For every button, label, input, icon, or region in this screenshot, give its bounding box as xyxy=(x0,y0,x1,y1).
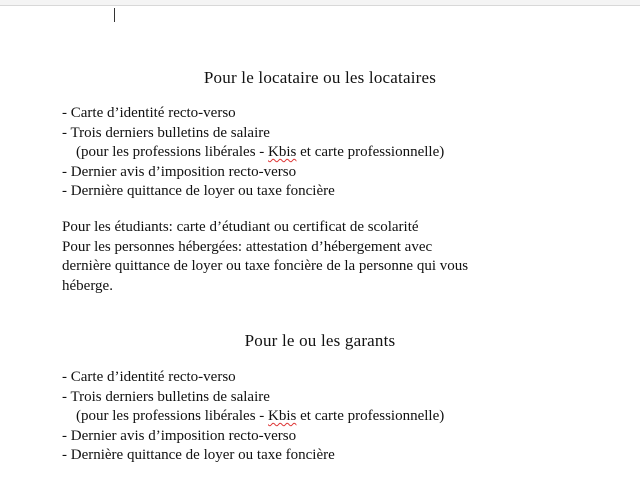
list-item: - Dernier avis d’imposition recto-verso xyxy=(62,427,297,444)
list-item: - Trois derniers bulletins de salaire xyxy=(62,124,270,141)
list-item: - Dernier avis d’imposition recto-verso xyxy=(62,163,297,180)
list-item-note xyxy=(62,407,444,427)
note-hosted-end: héberge. xyxy=(62,277,113,294)
note-hosted: Pour les personnes hébergées: attestation d’hébergement avec xyxy=(62,238,433,255)
tenants-document-list xyxy=(62,104,444,202)
text-cursor xyxy=(114,8,115,22)
list-item: - Dernière quittance de loyer ou taxe foncière xyxy=(62,447,335,463)
note-prefix: (pour les professions libérales - xyxy=(76,144,269,160)
kbis-misspelled: Kbis xyxy=(268,144,297,160)
list-item: - Carte d’identité recto-verso xyxy=(62,369,236,385)
page-top-edge xyxy=(0,0,640,6)
note-students: Pour les étudiants: carte d’étudiant ou certificat de scolarité xyxy=(62,219,419,235)
tenants-notes xyxy=(62,218,468,296)
kbis-misspelled: Kbis xyxy=(268,408,297,424)
note-hosted-cont: dernière quittance de loyer ou taxe foncière de la personne qui vous xyxy=(62,258,469,274)
note-prefix: (pour les professions libérales - xyxy=(76,408,269,424)
list-item: - Trois derniers bulletins de salaire xyxy=(62,388,270,405)
tenants-heading: Pour le locataire ou les locataires xyxy=(203,68,437,87)
guarantors-document-list xyxy=(62,368,444,466)
note-suffix: et carte professionnelle) xyxy=(296,144,445,160)
guarantors-heading: Pour le ou les garants xyxy=(244,331,396,350)
list-item: - Carte d’identité recto-verso xyxy=(62,105,236,121)
list-item-note xyxy=(62,143,444,163)
list-item: - Dernière quittance de loyer ou taxe foncière xyxy=(62,183,335,199)
note-suffix: et carte professionnelle) xyxy=(296,408,445,424)
